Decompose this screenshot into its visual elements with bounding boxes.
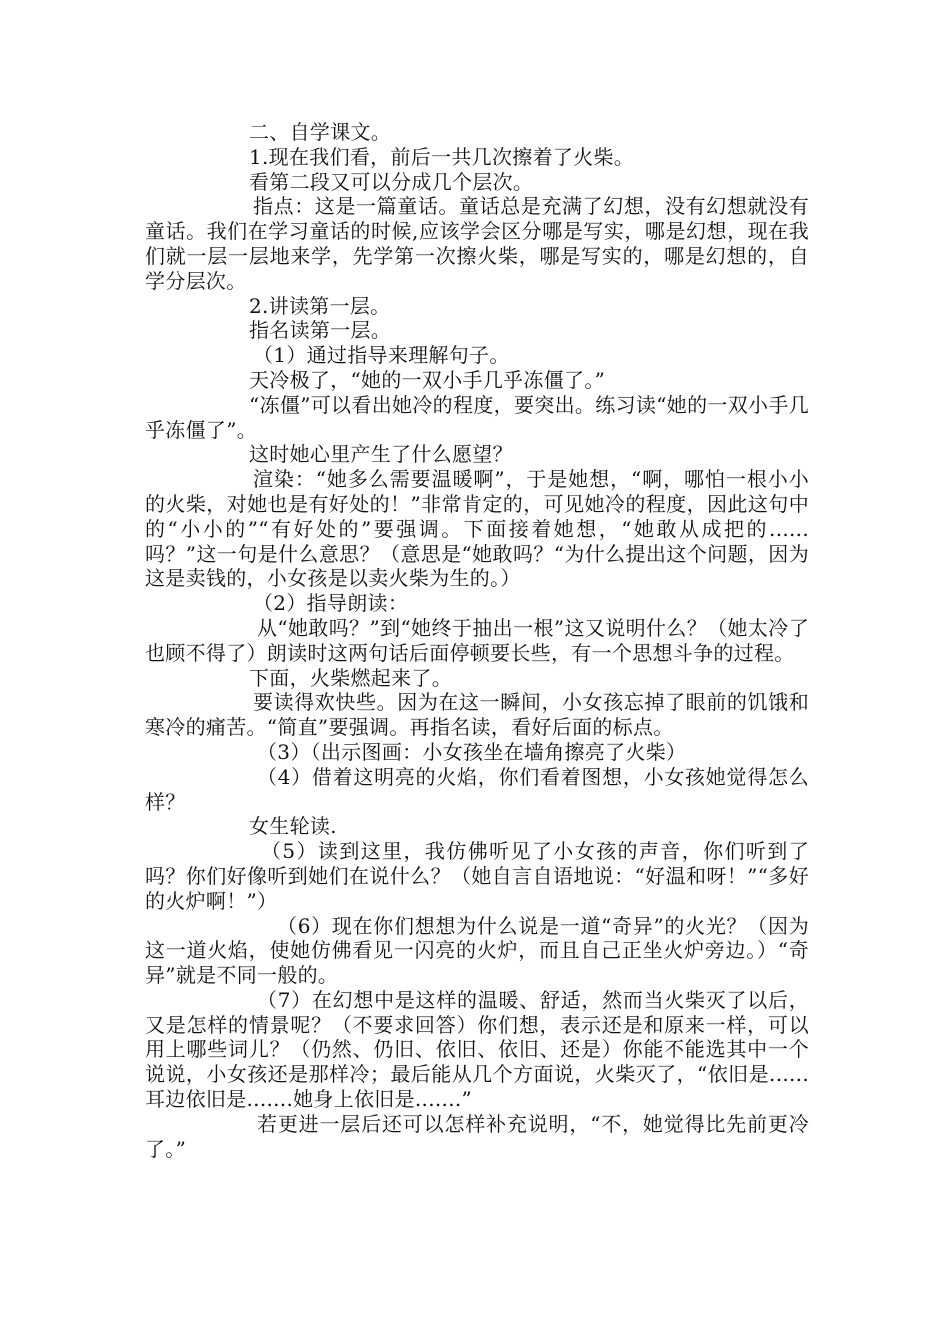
paragraph: （2）指导朗读： <box>253 591 409 616</box>
paragraph: （7）在幻想中是这样的温暖、舒适，然而当火柴灭了以后，又是怎样的情景呢？（不要求回答）你们想，表示还是和原来一样，可以用上哪些词儿？（仍然、仍旧、依旧、依旧、还是）你能不能选其中一个说说，小女孩还是那样冷；最后能从几个方面说，火柴灭了，“依旧是......耳边依旧是.......她身上依旧是.......” <box>145 987 809 1112</box>
paragraph: （6）现在你们想想为什么说是一道“奇异”的火光？（因为这一道火焰，使她仿佛看见一闪亮的火炉，而且自己正坐火炉旁边。）“奇异”就是不同一般的。 <box>145 913 809 988</box>
paragraph: 从“她敢吗？”到“她终于抽出一根”这又说明什么？（她太冷了也顾不得了）朗读时这两句话后面停顿要长些，有一个思想斗争的过程。 <box>145 615 809 665</box>
document-body <box>145 120 809 1161</box>
paragraph: （4）借着这明亮的火焰，你们看着图想，小女孩她觉得怎么样？ <box>145 764 809 814</box>
paragraph: 这时她心里产生了什么愿望？ <box>249 442 513 467</box>
paragraph: 看第二段又可以分成几个层次。 <box>249 169 534 194</box>
paragraph: 2.讲读第一层。 <box>249 293 391 318</box>
paragraph: （1）通过指导来理解句子。 <box>253 343 510 368</box>
paragraph: 1.现在我们看，前后一共几次擦着了火柴。 <box>249 144 635 169</box>
paragraph: 渲染：“她多么需要温暖啊”，于是她想，“啊，哪怕一根小小的火柴，对她也是有好处的！”非常肯定的，可见她冷的程度，因此这句中的“小小的”“有好处的”要强调。下面接着她想，“她敢从成把的......吗？”这一句是什么意思？（意思是“她敢吗？“为什么提出这个问题，因为这是卖钱的，小女孩是以卖火柴为生的。） <box>145 467 809 591</box>
paragraph: 天冷极了，“她的一双小手几乎冻僵了。” <box>249 367 606 392</box>
paragraph: 要读得欢快些。因为在这一瞬间，小女孩忘掉了眼前的饥饿和寒冷的痛苦。“简直”要强调。再指名读，看好后面的标点。 <box>145 690 809 740</box>
paragraph: 指点：这是一篇童话。童话总是充满了幻想，没有幻想就没有童话。我们在学习童话的时候,应该学会区分哪是写实，哪是幻想，现在我们就一层一层地来学，先学第一次擦火柴，哪是写实的，哪是幻想的，自学分层次。 <box>145 194 809 293</box>
paragraph: （3）（出示图画：小女孩坐在墙角擦亮了火柴） <box>257 739 687 764</box>
paragraph: （5）读到这里，我仿佛听见了小女孩的声音，你们听到了吗？你们好像听到她们在说什么？（她自言自语地说：“好温和呀！”“多好的火炉啊！”） <box>145 839 809 913</box>
paragraph: 指名读第一层。 <box>249 318 392 343</box>
paragraph: 女生轮读. <box>249 814 337 839</box>
paragraph: 下面，火柴燃起来了。 <box>249 665 452 690</box>
paragraph: 若更进一层后还可以怎样补充说明，“不，她觉得比先前更冷了。” <box>145 1111 809 1161</box>
paragraph: 二、自学课文。 <box>249 120 392 144</box>
paragraph: “冻僵”可以看出她冷的程度，要突出。练习读“她的一双小手几乎冻僵了”。 <box>145 392 809 442</box>
